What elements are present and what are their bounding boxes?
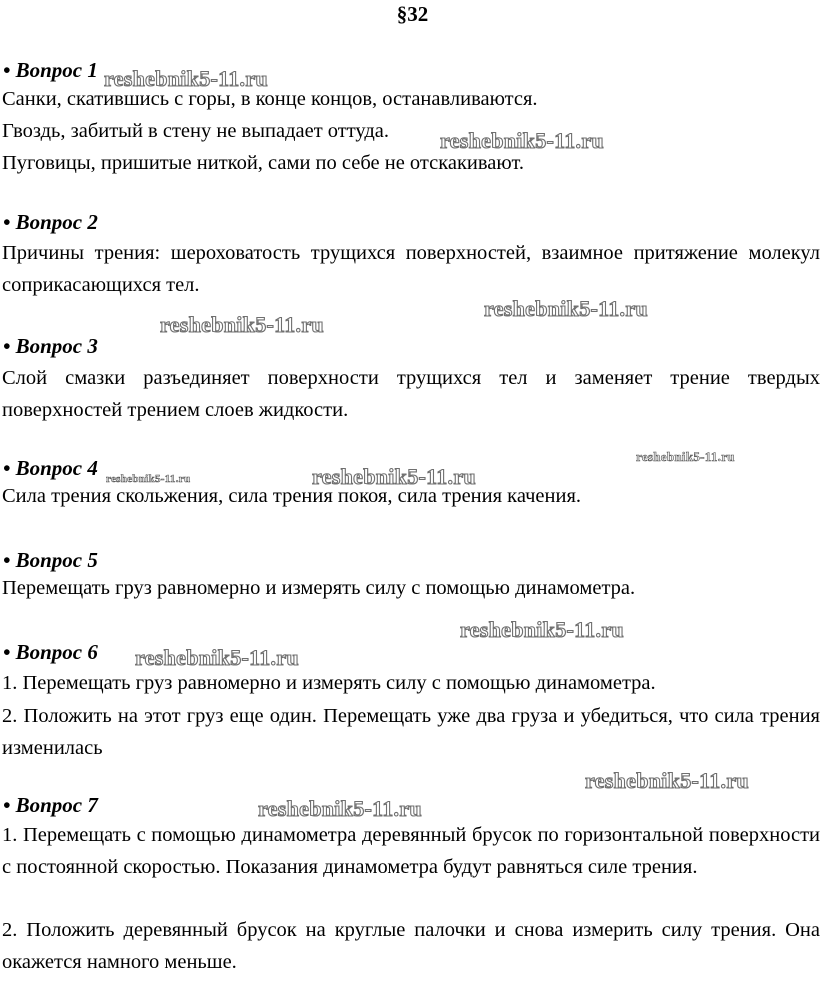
question-6-item-2: 2. Положить на этот груз еще один. Перемещать уже два груза и убедиться, что сила трения изменилась: [2, 705, 820, 759]
watermark: reshebnik5-11.ru: [585, 768, 749, 793]
question-1-line-1: Санки, скатившись с горы, в конце концов, останавливаются.: [2, 88, 538, 110]
question-5-heading: • Вопрос 5: [3, 548, 98, 572]
watermark: reshebnik5-11.ru: [460, 617, 624, 642]
watermark: reshebnik5-11.ru: [484, 296, 648, 321]
watermark: reshebnik5-11.ru: [258, 796, 422, 821]
question-3-heading: • Вопрос 3: [3, 334, 98, 358]
question-7-item-1: 1. Перемещать с помощью динамометра деревянный брусок по горизонтальной поверхности с постоянной скоростью. Показания динамометра будут равняться силе трения.: [2, 824, 820, 878]
question-2-heading: • Вопрос 2: [3, 210, 98, 234]
watermark: reshebnik5-11.ru: [104, 66, 268, 91]
question-2-answer: Причины трения: шероховатость трущихся поверхностей, взаимное притяжение молекул соприкасающихся тел.: [2, 242, 820, 296]
watermark: reshebnik5-11.ru: [440, 128, 604, 153]
watermark: reshebnik5-11.ru: [106, 473, 191, 485]
question-4-answer: Сила трения скольжения, сила трения покоя, сила трения качения.: [2, 485, 582, 507]
question-1-line-2: Гвоздь, забитый в стену не выпадает оттуда.: [2, 120, 390, 142]
watermark: reshebnik5-11.ru: [135, 645, 299, 670]
question-5-answer: Перемещать груз равномерно и измерять силу с помощью динамометра.: [2, 577, 636, 599]
question-3-answer: Слой смазки разъединяет поверхности трущихся тел и заменяет трение твердых поверхностей трением слоев жидкости.: [2, 367, 820, 421]
question-6-item-1: 1. Перемещать груз равномерно и измерять силу с помощью динамометра.: [2, 672, 656, 694]
watermark: reshebnik5-11.ru: [312, 464, 476, 489]
question-7-item-2: 2. Положить деревянный брусок на круглые палочки и снова измерить силу трения. Она окажется намного меньше.: [2, 919, 820, 973]
question-6-heading: • Вопрос 6: [3, 640, 98, 664]
watermark: reshebnik5-11.ru: [160, 312, 324, 337]
question-1-heading: • Вопрос 1: [3, 58, 98, 82]
page-title: §32: [396, 2, 429, 26]
watermark: reshebnik5-11.ru: [636, 449, 735, 464]
question-7-heading: • Вопрос 7: [3, 793, 98, 817]
question-4-heading: • Вопрос 4: [3, 456, 98, 480]
question-1-line-3: Пуговицы, пришитые ниткой, сами по себе не отскакивают.: [2, 152, 524, 174]
